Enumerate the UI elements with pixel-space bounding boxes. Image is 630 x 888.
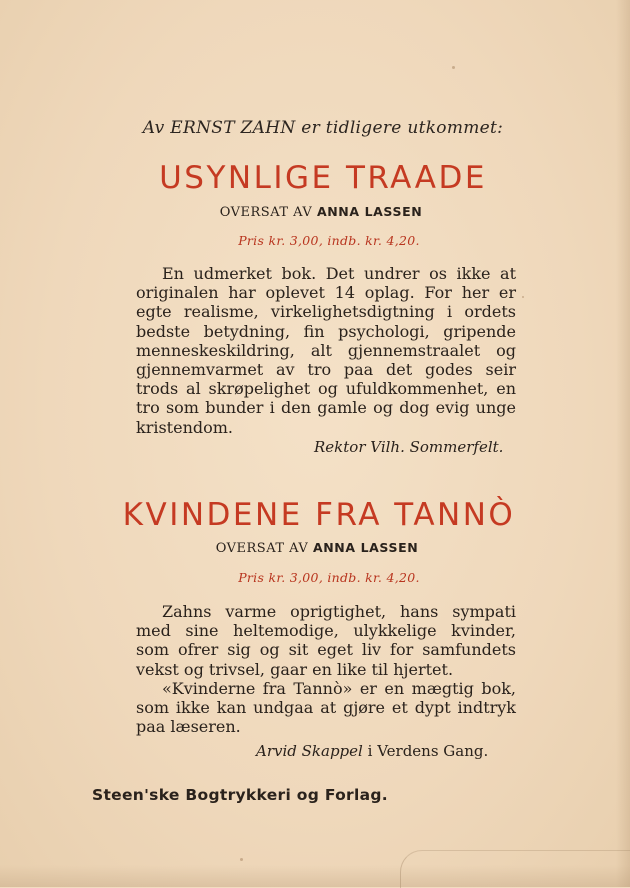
paper-speck	[240, 858, 243, 861]
book-price: Pris kr. 3,00, indb. kr. 4,20.	[238, 233, 420, 248]
reviewer-source: i Verdens Gang.	[367, 742, 489, 760]
intro-author: ERNST ZAHN	[170, 118, 296, 138]
paper-fold-mark	[400, 850, 630, 888]
book-translator-line	[0, 204, 630, 220]
book-title-kvindene-fra-tanno: KVINDENE FRA TANNÒ	[122, 497, 516, 533]
intro-line	[0, 118, 630, 138]
translator-name: ANNA LASSEN	[312, 540, 419, 555]
intro-suffix: er tidligere utkommet:	[301, 118, 504, 138]
intro-prefix: Av	[142, 118, 165, 138]
translator-prefix: OVERSAT AV	[219, 205, 313, 220]
paper-speck	[522, 296, 524, 298]
book-review-text: En udmerket bok. Det undrer os ikke at originalen har oplevet 14 oplag. For her er egte realisme, virkelighetsdigtning i ordets bedste betydning, fin psychologi, gripende menneskeskildring, alt gjennemstraalet og gjennemvarmet av tro paa det godes seir trods al skrøpelighet og ufuldkommenhet, en tro som bunder i den gamle og dog evig unge kristendom.	[136, 264, 516, 437]
book-review-paragraph-1: Zahns varme oprigtighet, hans sympati med sine heltemodige, ulykkelige kvinder, som ofrer sig og sit eget liv for samfundets vekst og trivsel, gaar en like til hjertet.	[136, 602, 516, 679]
book-price: Pris kr. 3,00, indb. kr. 4,20.	[238, 570, 420, 585]
translator-prefix: OVERSAT AV	[215, 541, 309, 556]
book-title-usynlige-traade: USYNLIGE TRAADE	[159, 160, 487, 196]
book-reviewer	[256, 742, 488, 760]
reviewer-name: Arvid Skappel	[256, 742, 363, 760]
paper-speck	[452, 66, 455, 69]
publisher-imprint: Steen'ske Bogtrykkeri og Forlag.	[92, 786, 388, 804]
book-translator-line	[0, 540, 630, 556]
translator-name: ANNA LASSEN	[316, 204, 423, 219]
book-review-paragraph-2: «Kvinderne fra Tannò» er en mægtig bok, som ikke kan undgaa at gjøre et dypt indtryk paa læseren.	[136, 679, 516, 737]
book-reviewer: Rektor Vilh. Sommerfelt.	[314, 438, 504, 456]
